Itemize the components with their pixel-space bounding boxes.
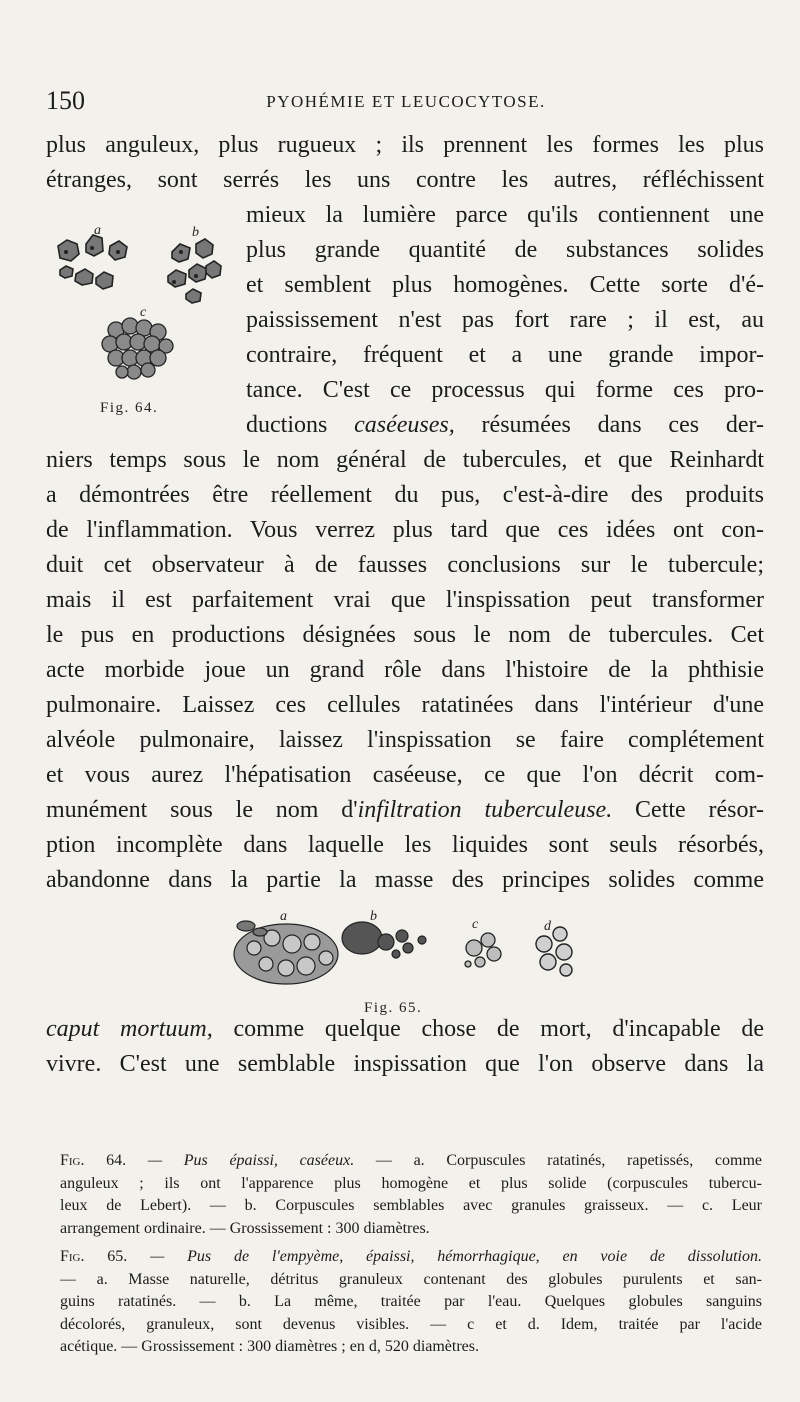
figure-64 [46, 222, 236, 422]
text-line: abandonne dans la partie la masse des principes solides comme [46, 867, 764, 893]
text-run: munément sous le nom d' [46, 797, 358, 823]
legend-figure-64 [60, 1150, 762, 1240]
text-run: Cette résor- [612, 797, 764, 823]
text-run: ductions [246, 412, 355, 438]
paragraph-main [46, 443, 764, 898]
figure-65-group-c [465, 933, 501, 967]
figure-64-label-a: a [94, 223, 101, 238]
legend-line: anguleux ; ils ont l'apparence plus homogène et plus solide (corpuscules tubercu- [60, 1174, 762, 1192]
figure-64-label-c: c [140, 305, 147, 320]
page-header [46, 86, 766, 120]
legend-line: — a. Masse naturelle, détritus granuleux contenant des globules purulents et san- [60, 1270, 762, 1288]
legend-line: arrangement ordinaire. — Grossissement : 300 diamètres. [60, 1219, 430, 1237]
text-line: mieux la lumière parce qu'ils contiennent une [246, 202, 764, 228]
paragraph-continuation [46, 1012, 764, 1082]
text-line: ption incomplète dans laquelle les liquides sont seuls résorbés, [46, 832, 764, 858]
legend-fig-ref: Fig. 65. [60, 1248, 128, 1265]
figure-65-caption: Fig. 65. [364, 1000, 423, 1016]
text-line: pulmonaire. Laissez ces cellules ratatinées dans l'intérieur d'une [46, 692, 764, 718]
figure-65-label-b: b [370, 909, 377, 924]
text-line: acte morbide joue un grand rôle dans l'histoire de la phthisie [46, 657, 764, 683]
legend-line: guins ratatinés. — b. La même, traitée par l'eau. Quelques globules sanguins [60, 1293, 762, 1310]
figure-65 [226, 908, 596, 1018]
text-run: comme quelque chose de mort, d'incapable de [212, 1016, 764, 1042]
legend-figure-65 [60, 1246, 762, 1359]
page-number: 150 [46, 86, 85, 115]
italic-term: caput mortuum, [46, 1016, 213, 1042]
figure-legends [60, 1150, 762, 1359]
running-head: PYOHÉMIE ET LEUCOCYTOSE. [266, 92, 546, 111]
legend-line: leux de Lebert). — b. Corpuscules semblables avec granules graisseux. — c. Leur [60, 1197, 762, 1214]
italic-term: infiltration tuberculeuse. [357, 797, 613, 823]
figure-65-group-a [234, 921, 338, 984]
text-line: niers temps sous le nom général de tubercules, et que Reinhardt [46, 447, 764, 473]
figure-65-label-d: d [544, 919, 551, 934]
legend-line [60, 1246, 762, 1269]
legend-line: acétique. — Grossissement : 300 diamètres ; en d, 520 diamètres. [60, 1338, 480, 1355]
figure-65-group-b [342, 922, 426, 958]
text-line: étranges, sont serrés les uns contre les autres, réfléchissent [46, 167, 764, 193]
text-line: le pus en productions désignées sous le nom de tubercules. Cet [46, 622, 764, 648]
figure-65-group-d [536, 927, 572, 976]
figure-64-label-b: b [192, 225, 199, 240]
legend-title: — Pus de l'empyème, épaissi, hémorrhagique, en voie de dissolution. [127, 1248, 762, 1265]
text-line: et vous aurez l'hépatisation caséeuse, ce que l'on décrit com- [46, 762, 764, 788]
text-run: résumées dans ces der- [454, 412, 765, 438]
text-line: duit cet observateur à de fausses conclusions sur le tubercule; [46, 552, 764, 578]
text-line [46, 793, 764, 828]
text-line: vivre. C'est une semblable inspissation que l'on observe dans la [46, 1051, 764, 1077]
text-line: tance. C'est ce processus qui forme ces pro- [246, 377, 764, 403]
text-line: alvéole pulmonaire, laissez l'inspissation se faire complétement [46, 727, 764, 753]
figure-65-label-a: a [280, 909, 287, 924]
figure-65-illustration [226, 908, 596, 1018]
legend-line: décolorés, granuleux, sont devenus visibles. — c et d. Idem, traitée par l'acide [60, 1315, 762, 1333]
paragraph-opening [46, 128, 764, 198]
text-line [46, 1012, 764, 1047]
legend-line [60, 1150, 762, 1173]
figure-65-label-c: c [472, 917, 479, 932]
text-line: plus grande quantité de substances solides [246, 237, 764, 263]
figure-64-caption: Fig. 64. [100, 400, 159, 416]
italic-term: caséeuses, [354, 412, 455, 438]
text-line: mais il est parfaitement vrai que l'inspissation peut transformer [46, 587, 764, 613]
text-run: — a. Corpuscules ratatinés, rapetissés, comme [354, 1152, 762, 1169]
legend-fig-ref: Fig. 64. [60, 1152, 127, 1169]
text-line [246, 408, 764, 443]
text-line: de l'inflammation. Vous verrez plus tard que ces idées ont con- [46, 517, 764, 543]
text-line: et semblent plus homogènes. Cette sorte d'é- [246, 272, 764, 298]
text-line: a démontrées être réellement du pus, c'est-à-dire des produits [46, 482, 764, 508]
text-line: plus anguleux, plus rugueux ; ils prennent les formes les plus [46, 132, 764, 158]
text-line: paississement n'est pas fort rare ; il est, au [246, 307, 764, 333]
legend-title: — Pus épaissi, caséeux. [126, 1152, 355, 1169]
paragraph-beside-figure [246, 198, 764, 443]
figure-64-illustration [46, 222, 236, 422]
text-line: contraire, fréquent et a une grande impor- [246, 342, 764, 368]
